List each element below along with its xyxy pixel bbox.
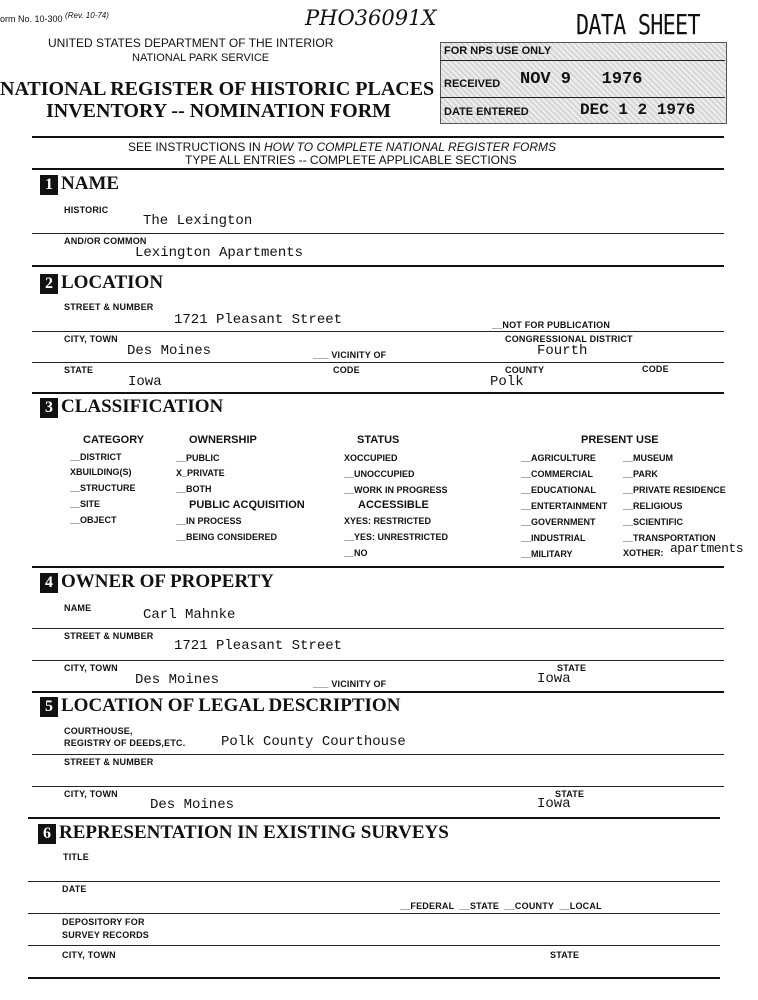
location-state-label: STATE [64, 365, 94, 375]
legal-street-label: STREET & NUMBER [64, 757, 154, 767]
congressional-label: CONGRESSIONAL DISTRICT [505, 334, 633, 344]
use-option: __SCIENTIFIC [623, 517, 684, 527]
handwritten-id: PHO36091X [305, 6, 437, 30]
location-vicinity: ___ VICINITY OF [313, 350, 387, 360]
congressional-district: Fourth [537, 343, 588, 359]
survey-date-label: DATE [62, 884, 87, 894]
location-street: 1721 Pleasant Street [174, 312, 343, 328]
accessible-option: __NO [344, 548, 368, 558]
category-option: __OBJECT [70, 515, 117, 525]
present-use-heading: PRESENT USE [581, 434, 659, 446]
category-heading: CATEGORY [83, 434, 145, 446]
historic-name: The Lexington [143, 213, 253, 229]
use-option: __INDUSTRIAL [521, 533, 586, 543]
use-option: __ENTERTAINMENT [521, 501, 608, 511]
use-option: __PRIVATE RESIDENCE [623, 485, 726, 495]
survey-city-label: CITY, TOWN [62, 950, 116, 960]
county: Polk [490, 374, 524, 390]
category-option: __DISTRICT [70, 452, 122, 462]
courthouse-label: COURTHOUSE, [64, 726, 133, 736]
section-1-heading: 1 NAME [40, 173, 119, 195]
use-option: __MILITARY [521, 549, 573, 559]
form-number: orm No. 10-300 (Rev. 10-74) [0, 11, 109, 24]
survey-state-label: STATE [550, 950, 580, 960]
owner-name-label: NAME [64, 603, 92, 613]
service: NATIONAL PARK SERVICE [132, 52, 270, 64]
use-option: __PARK [623, 469, 658, 479]
acquisition-option: __BEING CONSIDERED [176, 532, 278, 542]
ownership-option: X_PRIVATE [176, 468, 225, 478]
section-3-heading: 3 CLASSIFICATION [40, 396, 223, 418]
courthouse-name: Polk County Courthouse [221, 734, 406, 750]
use-option: __AGRICULTURE [521, 453, 596, 463]
department: UNITED STATES DEPARTMENT OF THE INTERIOR [48, 36, 334, 50]
accessible-heading: ACCESSIBLE [358, 499, 429, 511]
section-5-heading: 5 LOCATION OF LEGAL DESCRIPTION [40, 695, 400, 717]
data-sheet-stamp: DATA SHEET [576, 8, 700, 41]
registry-label: REGISTRY OF DEEDS,ETC. [64, 738, 186, 748]
accessible-option: XYES: RESTRICTED [344, 516, 432, 526]
owner-state: Iowa [537, 671, 571, 687]
category-option: __STRUCTURE [70, 483, 136, 493]
instructions-line-2: TYPE ALL ENTRIES -- COMPLETE APPLICABLE SECTIONS [185, 153, 517, 167]
survey-levels: __FEDERAL __STATE __COUNTY __LOCAL [400, 901, 602, 911]
survey-title-label: TITLE [63, 852, 89, 862]
location-city-label: CITY, TOWN [64, 334, 118, 344]
acquisition-option: __IN PROCESS [176, 516, 242, 526]
section-6-heading: 6 REPRESENTATION IN EXISTING SURVEYS [38, 822, 449, 844]
form-title-2: INVENTORY -- NOMINATION FORM [46, 100, 392, 122]
common-name: Lexington Apartments [135, 245, 304, 261]
use-option-other: XOTHER: [623, 548, 664, 558]
legal-city: Des Moines [150, 797, 235, 813]
county-code-label: CODE [642, 364, 669, 374]
form-revision: (Rev. 10-74) [65, 11, 109, 20]
owner-state-label: STATE [557, 663, 587, 673]
state-code-label: CODE [333, 365, 360, 375]
use-option: __RELIGIOUS [623, 501, 683, 511]
legal-state-label: STATE [555, 789, 585, 799]
owner-city: Des Moines [135, 672, 220, 688]
section-4-heading: 4 OWNER OF PROPERTY [40, 571, 274, 593]
instructions-line-1: SEE INSTRUCTIONS IN HOW TO COMPLETE NATIONAL REGISTER FORMS [128, 140, 557, 154]
not-for-publication: __NOT FOR PUBLICATION [492, 320, 611, 330]
ownership-heading: OWNERSHIP [189, 434, 257, 446]
historic-label: HISTORIC [64, 205, 109, 215]
use-option: __MUSEUM [623, 453, 674, 463]
legal-state: Iowa [537, 796, 571, 812]
common-label: AND/OR COMMON [64, 236, 147, 246]
received-label: RECEIVED [444, 78, 501, 90]
use-option: __COMMERCIAL [521, 469, 594, 479]
owner-vicinity: ___ VICINITY OF [313, 679, 387, 689]
owner-street: 1721 Pleasant Street [174, 638, 343, 654]
date-entered-label: DATE ENTERED [444, 106, 529, 118]
status-option: __UNOCCUPIED [344, 469, 415, 479]
nps-label: FOR NPS USE ONLY [444, 45, 552, 57]
owner-street-label: STREET & NUMBER [64, 631, 154, 641]
status-option: XOCCUPIED [344, 453, 398, 463]
use-option: __EDUCATIONAL [521, 485, 596, 495]
owner-name: Carl Mahnke [143, 607, 236, 623]
section-2-heading: 2 LOCATION [40, 272, 163, 294]
owner-city-label: CITY, TOWN [64, 663, 118, 673]
use-option: __GOVERNMENT [521, 517, 596, 527]
county-label: COUNTY [505, 365, 545, 375]
status-heading: STATUS [357, 434, 400, 446]
form-title-1: NATIONAL REGISTER OF HISTORIC PLACES [0, 78, 435, 100]
received-value: NOV 9 1976 [520, 70, 643, 89]
location-state: Iowa [128, 374, 162, 390]
public-acquisition-heading: PUBLIC ACQUISITION [189, 499, 305, 511]
other-use-value: apartments [670, 541, 744, 556]
location-street-label: STREET & NUMBER [64, 302, 154, 312]
ownership-option: __PUBLIC [176, 453, 220, 463]
use-option: __TRANSPORTATION [623, 533, 716, 543]
status-option: __WORK IN PROGRESS [344, 485, 448, 495]
category-option: XBUILDING(S) [70, 467, 132, 477]
depository-label-2: SURVEY RECORDS [62, 930, 149, 940]
legal-city-label: CITY, TOWN [64, 789, 118, 799]
location-city: Des Moines [127, 343, 212, 359]
ownership-option: __BOTH [176, 484, 212, 494]
depository-label-1: DEPOSITORY FOR [62, 917, 145, 927]
accessible-option: __YES: UNRESTRICTED [344, 532, 449, 542]
date-entered-value: DEC 1 2 1976 [580, 101, 696, 119]
category-option: __SITE [70, 499, 101, 509]
